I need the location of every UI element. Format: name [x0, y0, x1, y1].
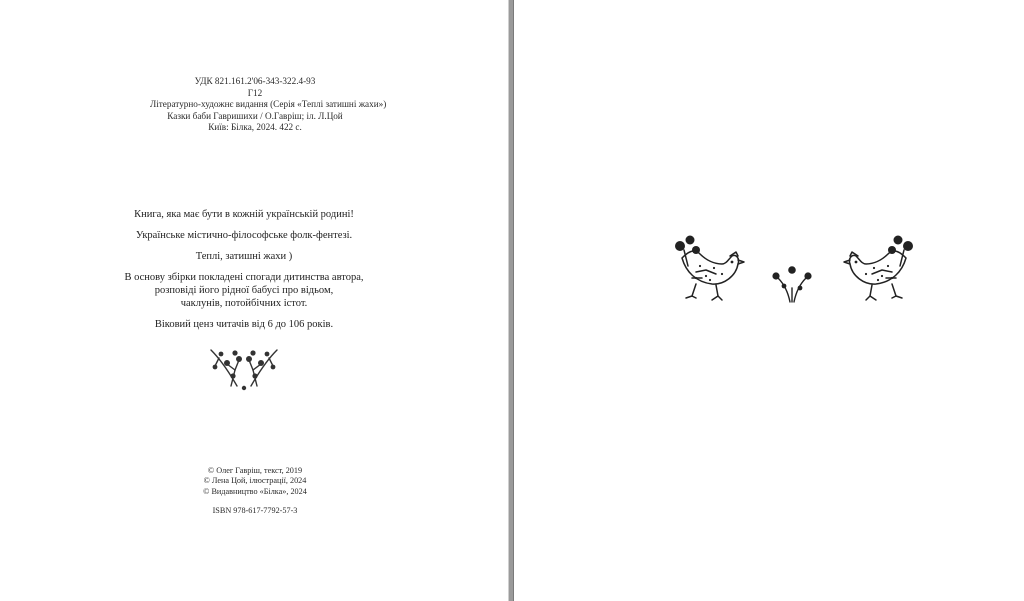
- folk-flowers-icon: [778, 278, 806, 302]
- copyright-text: © Олег Гавріш, текст, 2019: [207, 466, 303, 475]
- promo-line: Теплі, затишні жахи ): [195, 251, 293, 262]
- age-rating: Віковий ценз читачів від 6 до 106 років.: [154, 319, 334, 330]
- promo-block: [104, 208, 384, 339]
- copyright-publisher: © Видавництво «Білка», 2024: [203, 486, 307, 496]
- promo-line: В основу збірки покладені спогади дитинства автора,: [124, 272, 364, 283]
- folk-bird-icon: [844, 250, 906, 300]
- index-code: Г12: [247, 87, 263, 98]
- copyright-block: [150, 466, 360, 497]
- promo-line: розповіді його рідної бабусі про відьом,: [154, 285, 334, 296]
- promo-line: чаклунів, потойбічних істот.: [180, 298, 308, 309]
- folk-birds-illustration: [666, 222, 922, 312]
- folk-bird-icon: [682, 250, 744, 300]
- folk-flowers-ornament-icon: [205, 344, 283, 392]
- copyright-illustrations: © Лена Цой, ілюстрації, 2024: [203, 476, 307, 486]
- page-right: [514, 0, 1024, 601]
- promo-line: Українське містично-філософське фолк-фентезі.: [135, 230, 353, 241]
- title-line: Казки баби Гавришихи / О.Гавріш; іл. Л.Цой: [167, 110, 343, 121]
- publisher-line: Київ: Білка, 2024. 422 с.: [208, 122, 302, 133]
- promo-line: Книга, яка має бути в кожній українській родині!: [134, 209, 354, 220]
- promo-paragraph: [104, 271, 384, 310]
- series-line: Літературно-художнє видання (Серія «Теплі затишні жахи»): [150, 99, 387, 110]
- udk-code: УДК 821.161.2'06-343-322.4-93: [194, 76, 316, 86]
- imprint-block: [150, 76, 387, 134]
- isbn: ISBN 978-617-7792-57-3: [212, 506, 298, 515]
- page-left: [0, 0, 508, 601]
